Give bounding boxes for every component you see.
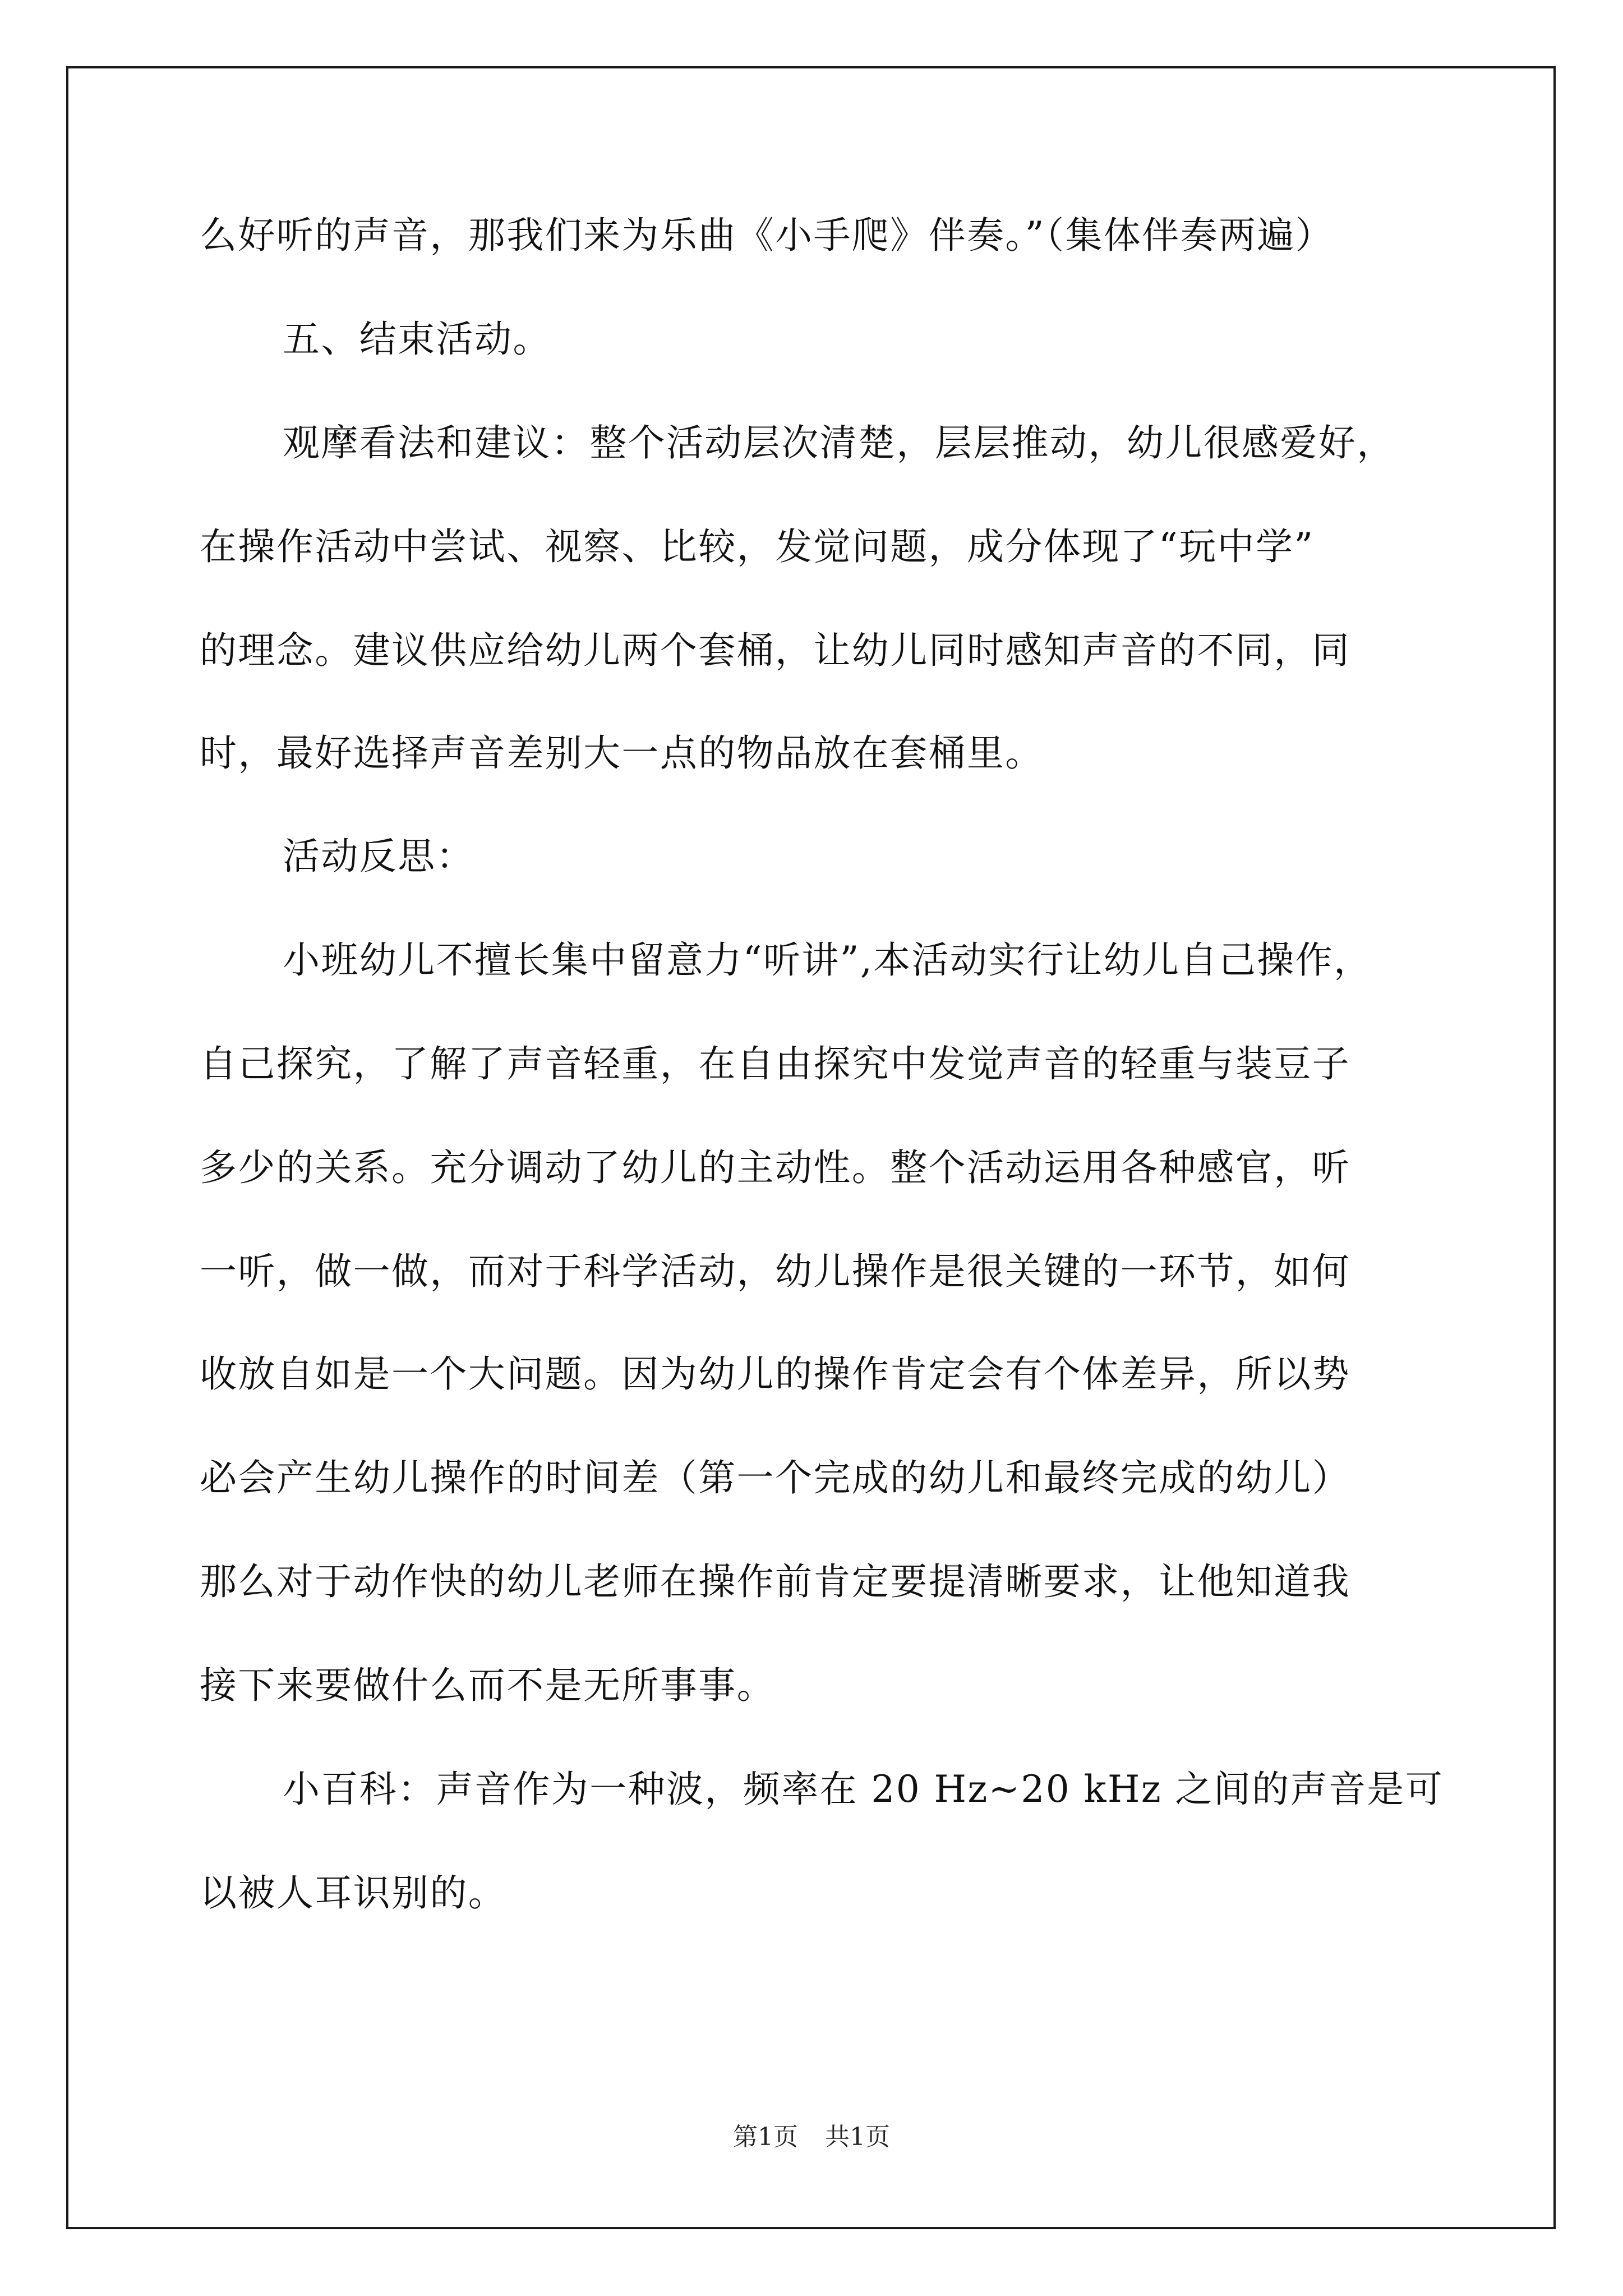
page-number: 第1页 <box>733 2123 798 2151</box>
text-line: 收放自如是一个大问题。因为幼儿的操作肯定会有个体差异，所以势 <box>200 1352 1350 1396</box>
text-line: 那么对于动作快的幼儿老师在操作前肯定要提清晰要求，让他知道我 <box>200 1560 1350 1603</box>
text-line: 多少的关系。充分调动了幼儿的主动性。整个活动运用各种感官，听 <box>200 1146 1350 1189</box>
page-total: 共1页 <box>825 2123 890 2151</box>
document-body <box>200 202 1444 1918</box>
text-line: 的理念。建议供应给幼儿两个套桶，让幼儿同时感知声音的不同，同 <box>200 629 1350 672</box>
text-line: 一听，做一做，而对于科学活动，幼儿操作是很关键的一环节，如何 <box>200 1250 1350 1293</box>
text-line: 五、结束活动。 <box>283 318 551 361</box>
text-line: 小百科：声音作为一种波，频率在 20 Hz~20 kHz 之间的声音是可 <box>283 1768 1444 1811</box>
text-line: 时，最好选择声音差别大一点的物品放在套桶里。 <box>200 731 1044 775</box>
page-footer <box>0 2120 1623 2154</box>
text-line: 必会产生幼儿操作的时间差（第一个完成的幼儿和最终完成的幼儿） <box>200 1456 1350 1499</box>
text-line: 自己探究，了解了声音轻重，在自由探究中发觉声音的轻重与装豆子 <box>200 1042 1350 1085</box>
text-line: 小班幼儿不擅长集中留意力“听讲”,本活动实行让幼儿自己操作， <box>283 938 1372 982</box>
text-line: 在操作活动中尝试、视察、比较，发觉问题，成分体现了“玩中学” <box>200 525 1315 568</box>
text-line: 接下来要做什么而不是无所事事。 <box>200 1664 775 1707</box>
text-line: 以被人耳识别的。 <box>200 1871 507 1915</box>
text-line: 么好听的声音，那我们来为乐曲《小手爬》伴奏。”（集体伴奏两遍） <box>200 214 1334 257</box>
text-line: 活动反思： <box>283 835 474 878</box>
text-line: 观摩看法和建议：整个活动层次清楚，层层推动，幼儿很感爱好， <box>283 421 1395 464</box>
